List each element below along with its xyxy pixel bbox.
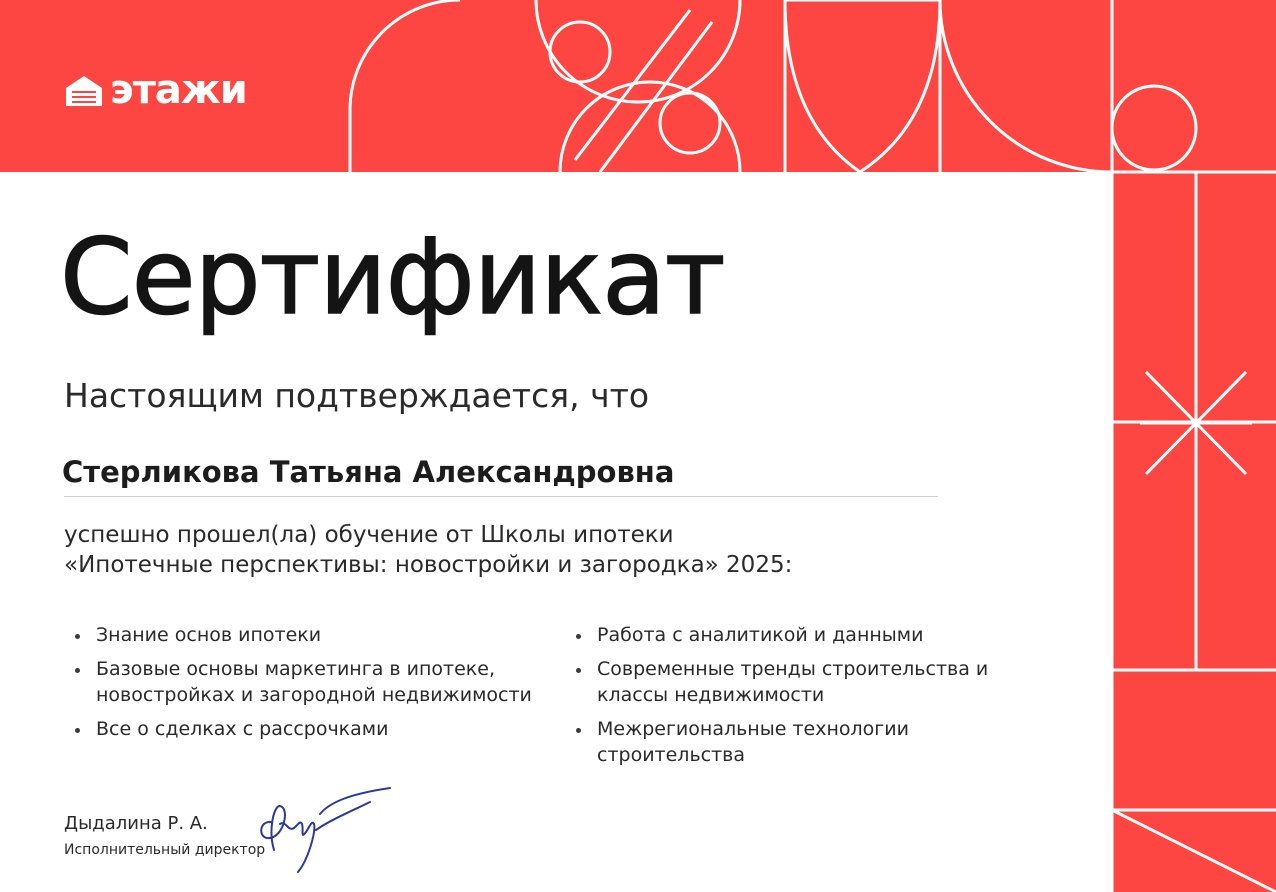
topic-item: Базовые основы маркетинга в ипотеке, новостройках и загородной недвижимости [72, 656, 542, 708]
signature-image [250, 780, 410, 884]
topic-item: Современные тренды строительства и классы недвижимости [573, 656, 1043, 708]
signatory-role: Исполнительный директор [64, 842, 266, 858]
house-logo-icon [64, 70, 104, 110]
course-description [64, 520, 964, 580]
logo-text: этажи [110, 67, 247, 113]
topics-list-right [573, 622, 1043, 776]
topic-item: Все о сделках с рассрочками [72, 716, 542, 742]
confirmation-text: Настоящим подтверждается, что [64, 376, 650, 415]
certificate-title: Сертификат [60, 216, 725, 338]
right-red-band [1112, 0, 1276, 892]
topic-item: Работа с аналитикой и данными [573, 622, 1043, 648]
recipient-name: Стерликова Татьяна Александровна [62, 455, 675, 489]
topics-list-left [72, 622, 542, 750]
course-line-1: успешно прошел(ла) обучение от Школы ипотеки [64, 522, 674, 548]
brand-logo [64, 66, 247, 114]
signatory-name: Дыдалина Р. А. [64, 813, 208, 834]
topic-item: Знание основ ипотеки [72, 622, 542, 648]
name-underline [64, 496, 938, 497]
topic-item: Межрегиональные технологии строительства [573, 716, 1043, 768]
course-line-2: «Ипотечные перспективы: новостройки и загородка» 2025: [64, 552, 793, 578]
